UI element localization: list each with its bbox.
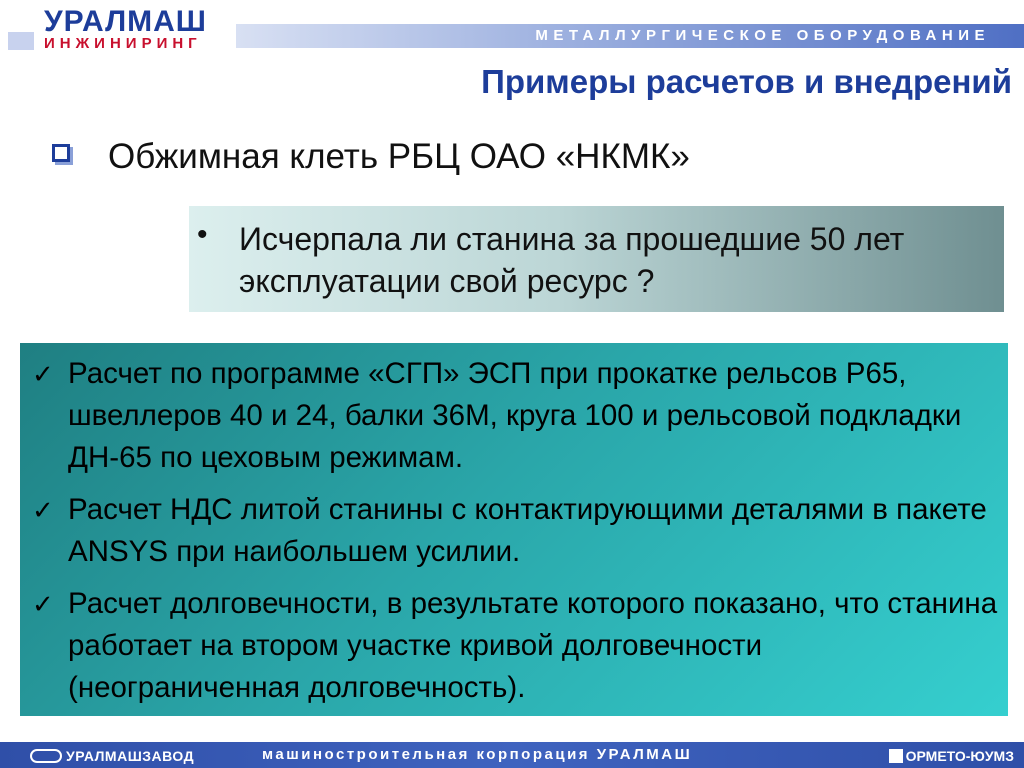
bullet-dot-icon: • (197, 218, 208, 251)
list-item (32, 583, 1000, 709)
checkmark-icon: ✓ (32, 590, 54, 620)
result-text: Расчет по программе «СГП» ЭСП при прокатке рельсов Р65, швеллеров 40 и 24, балки 36М, круга 100 и рельсовой подкладки ДН-65 по цеховым режимам. (68, 357, 962, 474)
header-tagline-bar (236, 24, 1024, 48)
ormeto-logo-icon (889, 749, 903, 763)
logo-bottom-text: ИНЖИНИРИНГ (44, 35, 202, 52)
footer-left-brand (30, 747, 194, 765)
question-text: Исчерпала ли станина за прошедшие 50 лет эксплуатации свой ресурс ? (239, 221, 905, 299)
checkmark-icon: ✓ (32, 360, 54, 390)
footer-left-text: УРАЛМАШЗАВОД (66, 748, 195, 764)
footer-bar (0, 742, 1024, 768)
slide-title: Примеры расчетов и внедрений (481, 63, 1012, 100)
list-item (32, 489, 1000, 573)
result-text: Расчет долговечности, в результате которого показано, что станина работает на втором участке кривой долговечности (неограниченная долговечность). (68, 587, 998, 704)
header-tagline: МЕТАЛЛУРГИЧЕСКОЕ ОБОРУДОВАНИЕ (535, 27, 990, 44)
square-bullet-icon (52, 144, 70, 162)
results-list (32, 353, 1000, 719)
uzm-logo-icon (30, 749, 62, 763)
uralmash-logo (8, 6, 230, 50)
footer-right-text: ОРМЕТО-ЮУМЗ (905, 748, 1014, 764)
logo-accent-bar (8, 32, 34, 50)
results-box (20, 343, 1008, 716)
checkmark-icon: ✓ (32, 496, 54, 526)
list-item (32, 353, 1000, 479)
question-box (189, 206, 1004, 312)
result-text: Расчет НДС литой станины с контактирующими деталями в пакете ANSYS при наибольшем усилии. (68, 493, 987, 568)
footer-right-brand (889, 747, 1014, 765)
logo-top-text: УРАЛМАШ (44, 5, 207, 38)
footer-center-text: машиностроительная корпорация УРАЛМАШ (262, 746, 693, 763)
main-bullet-text: Обжимная клеть РБЦ ОАО «НКМК» (108, 137, 690, 176)
